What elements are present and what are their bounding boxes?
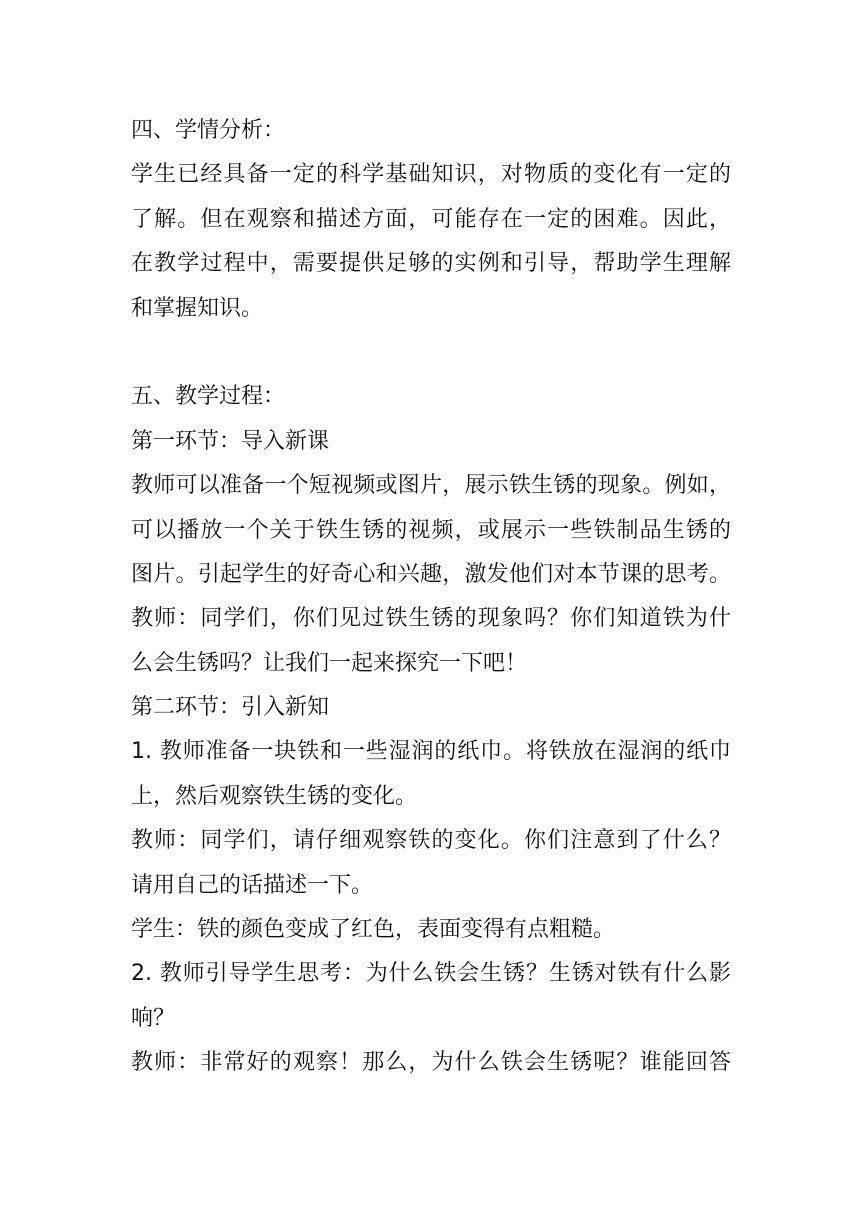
paragraph-line: 了解。但在观察和描述方面，可能存在一定的困难。因此， [131,206,731,232]
section-heading-learner-analysis: 四、学情分析： [131,118,286,143]
paragraph-line: 在教学过程中，需要提供足够的实例和引导，帮助学生理解 [131,251,731,277]
step-title-lead-in: 第一环节：导入新课 [131,428,330,454]
blank-line [131,331,731,375]
paragraph-line: 教师：同学们，请仔细观察铁的变化。你们注意到了什么？ [131,828,731,854]
paragraph-line: 上，然后观察铁生锈的变化。 [131,783,418,809]
paragraph-line: 么会生锈吗？让我们一起来探究一下吧！ [131,650,528,676]
paragraph-line: 学生已经具备一定的科学基础知识，对物质的变化有一定的 [131,162,731,188]
step-title-new-knowledge: 第二环节：引入新知 [131,695,330,721]
paragraph-line: 响？ [131,1005,176,1031]
paragraph-line: 1. 教师准备一块铁和一些湿润的纸巾。将铁放在湿润的纸巾 [131,739,731,765]
paragraph-line: 教师可以准备一个短视频或图片，展示铁生锈的现象。例如， [131,473,731,499]
document-body [131,109,731,1086]
paragraph-line: 和掌握知识。 [131,295,264,321]
paragraph-line: 学生：铁的颜色变成了红色，表面变得有点粗糙。 [131,917,616,943]
section-heading-teaching-process: 五、教学过程： [131,384,286,410]
paragraph-line: 图片。引起学生的好奇心和兴趣，激发他们对本节课的思考。 [131,561,731,587]
paragraph-line: 教师：非常好的观察！那么，为什么铁会生锈呢？谁能回答 [131,1050,731,1076]
paragraph-line: 请用自己的话描述一下。 [131,872,374,898]
paragraph-line: 2. 教师引导学生思考：为什么铁会生锈？生锈对铁有什么影 [131,961,731,987]
paragraph-line: 教师：同学们，你们见过铁生锈的现象吗？你们知道铁为什 [131,606,731,632]
paragraph-line: 可以播放一个关于铁生锈的视频，或展示一些铁制品生锈的 [131,517,731,543]
